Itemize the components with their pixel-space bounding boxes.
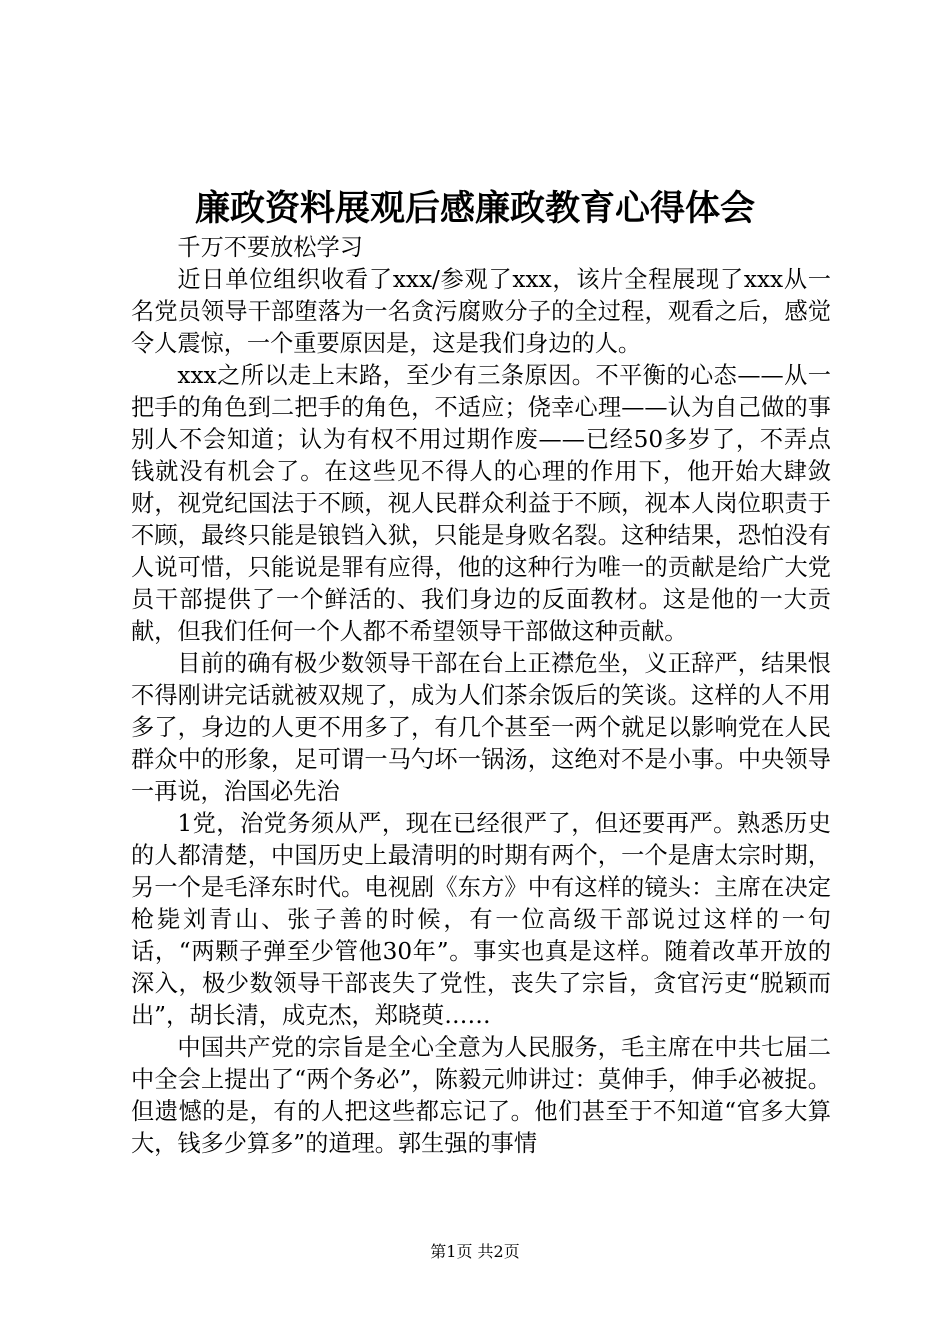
paragraph-2: 近日单位组织收看了xxx/参观了xxx，该片全程展现了xxx从一名党员领导干部堕落为一名贪污腐败分子的全过程，观看之后，感觉令人震惊，一个重要原因是，这是我们身边的人。: [131, 266, 831, 357]
paragraph-5: 1党，治党务须从严，现在已经很严了，但还要再严。熟悉历史的人都清楚，中国历史上最清明的时期有两个，一个是唐太宗时期，另一个是毛泽东时代。电视剧《东方》中有这样的镜头：主席在决定枪毙刘青山、张子善的时候，有一位高级干部说过这样的一句话，“两颗子弹至少管他30年”。事实也真是这样。随着改革开放的深入，极少数领导干部丧失了党性，丧失了宗旨，贪官污吏“脱颖而出”，胡长清，成克杰，郑晓萸……: [131, 810, 831, 1029]
document-title: 廉政资料展观后感廉政教育心得体会: [194, 188, 755, 229]
paragraph-1: 千万不要放松学习: [177, 234, 363, 261]
page-number-footer: 第1页 共2页: [430, 1242, 520, 1261]
document-body: [131, 232, 831, 1160]
paragraph-3: xxx之所以走上末路，至少有三条原因。不平衡的心态——从一把手的角色到二把手的角色，不适应；侥幸心理——认为自己做的事别人不会知道；认为有权不用过期作废——已经50多岁了，不弄点钱就没有机会了。在这些见不得人的心理的作用下，他开始大肆敛财，视党纪国法于不顾，视人民群众利益于不顾，视本人岗位职责于不顾，最终只能是锒铛入狱，只能是身败名裂。这种结果，恐怕没有人说可惜，只能说是罪有应得，他的这种行为唯一的贡献是给广大党员干部提供了一个鲜活的、我们身边的反面教材。这是他的一大贡献，但我们任何一个人都不希望领导干部做这种贡献。: [131, 362, 831, 645]
paragraph-6: 中国共产党的宗旨是全心全意为人民服务，毛主席在中共七届二中全会上提出了“两个务必”，陈毅元帅讲过：莫伸手，伸手必被捉。但遗憾的是，有的人把这些都忘记了。他们甚至于不知道“官多大算大，钱多少算多”的道理。郭生强的事情: [131, 1034, 831, 1157]
paragraph-4: 目前的确有极少数领导干部在台上正襟危坐，义正辞严，结果恨不得刚讲完话就被双规了，成为人们茶余饭后的笑谈。这样的人不用多了，身边的人更不用多了，有几个甚至一两个就足以影响党在人民群众中的形象，足可谓一马勺坏一锅汤，这绝对不是小事。中央领导一再说，治国必先治: [131, 650, 831, 805]
